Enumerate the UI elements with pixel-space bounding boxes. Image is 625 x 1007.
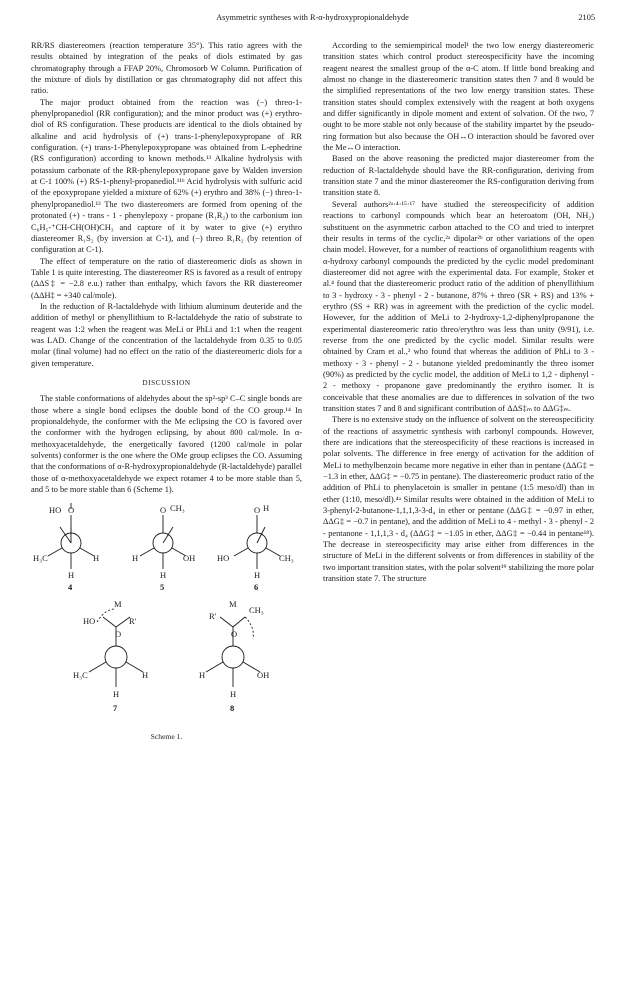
structure-6 [234,515,280,569]
paragraph: The stable conformations of aldehydes about the sp²-sp³ C–C single bonds are those where a single bond eclipses the double bond of the CO group.¹⁴ In propionaldehyde, the conformer with the Me eclipsing the CO is favored over the conformer with the hydrogen eclipsing, by about 800 cal/mole. In α-methoxyacetaldehyde, the energetically favored (1200 cal/mole in polar solvents) conformer is the one where the OMe group eclipses the CO. Assuming that the conformations of α-R-hydroxypropionaldehyde (R-lactaldehyde) parallel those of α-methoxyacetaldehyde we expect rotamer 4 to be more stable than 5, and 5 to be more stable than 6 (Scheme 1). [31,394,302,495]
label-r-prime: R' [209,611,217,622]
structure-number: 4 [68,582,73,593]
left-column [31,40,302,745]
section-heading: DISCUSSION [142,378,191,387]
label-ch3: CH₃ [249,605,264,616]
label-h: H [142,670,149,681]
label-h: H [263,503,270,514]
paragraph: In the reduction of R-lactaldehyde with lithium aluminum deuteride and the addition of methyl or phenyllithium to R-lactaldehyde the ratio of substrate to reagent was 1:2 when the reagent was MeLi or PhLi and 1:1 when the reagent was LAD. Change of the concentration of the lactaldehyde from 0.35 to 0.05 molar (final volume) had no effect on the ratio of the diastereomeric diols for a given temperature. [31,301,302,368]
label-o: O [254,505,261,516]
paragraph: RR/RS diastereomers (reaction temperature 35°). This ratio agrees with the results obtained by integration of the peaks of diols estimated by gas chromatography through a FFAP 20%, Chromosorb W Column. Purification of the mixture of diols by distillation or gas chromatography did not affect this ratio. [31,41,302,96]
label-oh: OH [183,553,196,564]
label-ho: HO [83,616,96,627]
paragraph: Several authors²ᵃ·⁴·¹⁵·¹⁷ have studied the stereospecificity of addition reactions to carbonyl compounds which bear an heteroatom (OH, NH₂) substituent on the asymmetric carbon attached to the CO and tried to interpret their results in terms of the cyclic,²ᵃ dipolar²ᵇ or other variations of the open chain model. However, for a number of reactions of organolithium reagents with α-hydroxy carbonyl compounds the predicted by the cyclic model predominant diastereomer did not agree with the experimental data. For example, Stoker et al.⁴ found that the diastereomeric product ratio of the addition of phenyllithium to 3 - hydroxy - 3 - phenyl - 2 - butanone, 87% + threo (SR + RS) and 13% + erythro (SS + RR) was in agreement with the prediction of the cyclic model. However, for the addition of MeLi to 2-hydroxy-1,2-diphenylpropanone the experimental diastereomeric ratio threo/erythro was less than unity (9/91), i.e. reverse from the one predicted by the cyclic model. Similar results were obtained by Cram et al.,² who found that whereas the addition of PhLi to 3 - methoxy - 3 - phenyl - 2 - butanone yielded predominantly the threo isomer (90%) as predicted by the cyclic model, the addition of MeLi to 1,2 - diphenyl - 2 - methoxy - propanone gave predominantly the erythro isomer. It is conceivable that these anomalies are due to differences in solvation of the two transition states 7 and 8 and significant contribution of ΔΔS‡ₘ to ΔΔG‡ₘ. [323,199,594,413]
label-h3c: H₃C [33,553,48,564]
label-o: O [160,505,167,516]
label-o: O [231,629,238,640]
label-ho: HO [217,553,230,564]
paragraph: Based on the above reasoning the predicted major diastereomer from the reduction of R-lactaldehyde should have the RR-configuration, deriving from transition state 7 and the minor diastereomer the RS-configuration deriving from transition state 8. [323,154,594,198]
paragraph: According to the semiempirical model¹ the two low energy diastereomeric transition states which control product stereospecificity have the incoming reagent nearest the smallest group of the α-C atom. If little bond breaking and almost no change in the diastereomeric transition states then 7 and 8 would be the simplified representations of the two low energy transition states. These transition states should complex extensively with the reagent at both oxygens and differ significantly in dipole moment and extent of solvation. Of the two, 7 ought to be more stable not only because of the stability impartet by the pseudo-ring formation but also because the OH↔O interaction should be favored over the Me↔O interaction. [323,41,594,153]
label-h: H [199,670,206,681]
label-m: M [114,599,122,610]
label-h: H [160,570,167,581]
label-ch3: CH₃ [170,503,185,514]
label-h: H [254,570,261,581]
label-o: O [115,629,122,640]
structure-number: 5 [160,582,165,593]
label-r-prime: R' [129,616,137,627]
label-h: H [113,689,120,700]
label-h3c: H₃C [73,670,88,681]
paragraph: The major product obtained from the reaction was (−) threo-1-phenylpropanediol (RR configuration); and the minor product was (+) erythro-diol of RS configuration. These products are identical to the diols obtained by alkaline and acid hydrolysis of (+) trans-1-phenylepoxypropane of RR configuration. (+) trans-1-Phenylepoxypropane was obtained from L-ephedrine (RS configuration) according to known methods.¹³ Alkaline hydrolysis with potassium carbonate of the RR-phenylepoxypropane gave by Walden inversion at C-1 100% (+) RS-1-phenyl-propanediol.¹¹ᵇ Acid hydrolysis with sulfuric acid of the epoxypropane yielded a mixture of 62% (+) erythro and 38% (−) threo-1-phenylpropanediol.¹³ The two diastereomers are formed from opening of the protonated (+) - trans - 1 - phenylepoxy - propane (R₁R₂) to the carbonium ion C₆H₅-⁺CH-CH(OH)CH₃ and capture of it by water to give (+) erythro diastereomer R₁S₂ (by inversion at C-1), and (−) threo R₁R₂ (by retention of configuration at C-1). [31,97,302,255]
label-h: H [132,553,139,564]
label-ch3: CH₃ [279,553,294,564]
paragraph: There is no extensive study on the influence of solvent on the stereospecificity of the reactions of assymetric synthesis with carbonyl compounds. However, there are indications that the stereospecificity of these reactions is increased in polar solvents. The difference in free energy of activation for the addition of MeLi to methylbenzoin became more negative in ether than in pentane (ΔΔG‡ = −1.3 in ether, ΔΔG‡ = −0.75 in pentane). The diastereomeric product ratio of the addition of PhLi to phenylacetoin is smaller in pentane (1:5 meso/dl) than in ether (1:10, meso/dl).⁴ᵃ Similar results were obtained in the addition of MeLi to 3-phenyl-2-butanone-1,1,1,3-3-d₄ in ether or pentane (ΔΔG‡ = −0.97 in ether, ΔΔG‡ = −0.7 in pentane), and the addition of MeLi to 4 - methyl - 3 - phenyl - 2 - pentanone - 1,1,1,3 - d₄ (ΔΔG‡ = −1.05 in ether, ΔΔG‡ = −0.44 in pentane¹⁸). The decrease in stereospecificity may arise either from differences in the structure of MeLi in the different solvents or from differences in stability of the two important transition states, with the polar solvent¹⁹ stabilizing the more polar transition state 7. The structure [323,415,594,584]
paragraph: The effect of temperature on the ratio of diastereomeric diols as shown in Table 1 is quite interesting. The diastereomer RS is favored as a result of entropy (ΔΔS‡ = −2.8 e.u.) rather than enthalpy, which favors the RR diastereomer (ΔΔH‡ = +340 cal/mole). [31,256,302,300]
label-h: H [230,689,237,700]
scheme-1-figure [31,499,302,745]
page-number: 2105 [578,13,595,22]
label-h: H [93,553,100,564]
label-m: M [229,599,237,610]
label-h: H [68,570,75,581]
scheme-caption: Scheme 1. [150,732,183,742]
running-title: Asymmetric syntheses with R-α-hydroxypropionaldehyde [216,13,409,22]
label-o: O [68,505,75,516]
label-ho: HO [49,505,62,516]
right-column [323,40,594,585]
structure-number: 8 [230,703,235,714]
structure-number: 7 [113,703,118,714]
running-header [30,13,595,27]
newman-projections [31,499,302,731]
structure-5 [140,515,186,569]
structure-8 [206,617,260,687]
structure-number: 6 [254,582,259,593]
label-oh: OH [257,670,270,681]
